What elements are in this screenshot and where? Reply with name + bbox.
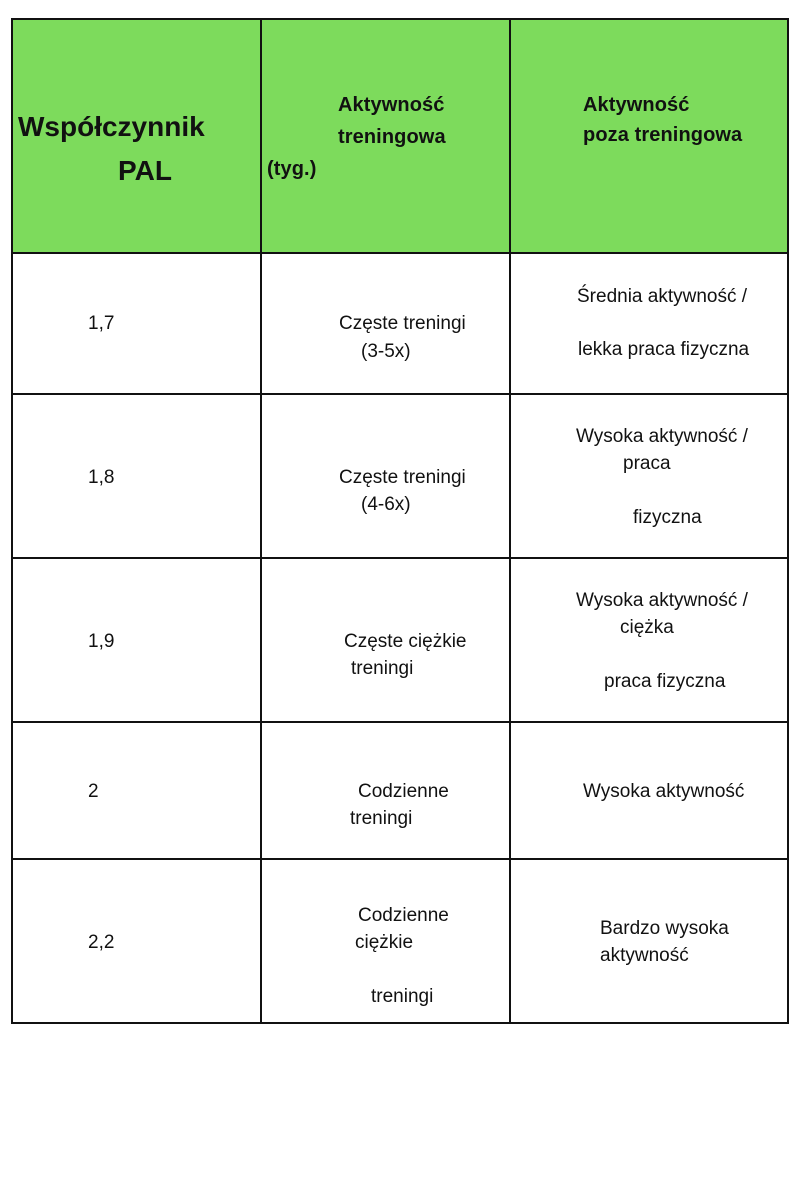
- table-row-3-non-training: [509, 557, 789, 723]
- non-training-line-2: lekka praca fizyczna: [578, 339, 750, 360]
- table-row-3-training: [260, 557, 511, 723]
- non-training-line-2: aktywność: [600, 945, 689, 966]
- non-training-line-2: praca: [623, 453, 671, 474]
- non-training-line-1: Bardzo wysoka: [600, 918, 729, 939]
- training-line-1: Częste ciężkie: [344, 631, 467, 652]
- table-row-2-non-training: [509, 393, 789, 559]
- table-row-4-non-training: [509, 721, 789, 860]
- training-line-2: treningi: [350, 808, 413, 829]
- header-nontraining-line-2: poza treningowa: [583, 124, 743, 146]
- pal-value: 2: [88, 781, 99, 802]
- table-row-1-pal: [11, 252, 262, 395]
- non-training-line-1: Średnia aktywność /: [577, 286, 748, 307]
- header-cell-training-activity: [260, 18, 511, 254]
- header-cell-pal: [11, 18, 262, 254]
- pal-value: 1,7: [88, 313, 115, 334]
- header-pal-line-1: Współczynnik: [18, 111, 205, 142]
- training-line-2: (4-6x): [361, 494, 411, 515]
- table-row-4-pal: [11, 721, 262, 860]
- table-row-4-training: [260, 721, 511, 860]
- table-row-1-training: [260, 252, 511, 395]
- table-row-5-training: [260, 858, 511, 1024]
- non-training-line-3: fizyczna: [633, 507, 702, 528]
- table-row-2-pal: [11, 393, 262, 559]
- training-line-2: (3-5x): [361, 341, 411, 362]
- training-line-2: treningi: [351, 658, 414, 679]
- training-line-3: treningi: [371, 986, 434, 1007]
- non-training-line-3: praca fizyczna: [604, 671, 726, 692]
- training-line-1: Codzienne: [358, 905, 449, 926]
- table-row-2-training: [260, 393, 511, 559]
- pal-activity-table: [11, 18, 789, 1024]
- header-nontraining-line-1: Aktywność: [583, 94, 690, 116]
- header-pal-line-2: PAL: [118, 155, 172, 186]
- training-line-1: Codzienne: [358, 781, 449, 802]
- pal-value: 1,8: [88, 467, 115, 488]
- table-row-1-non-training: [509, 252, 789, 395]
- non-training-line-1: Wysoka aktywność /: [576, 426, 748, 447]
- non-training-line-1: Wysoka aktywność: [583, 781, 745, 802]
- table-row-5-non-training: [509, 858, 789, 1024]
- header-training-line-2: treningowa: [338, 126, 446, 148]
- training-line-2: ciężkie: [355, 932, 414, 953]
- header-training-line-1: Aktywność: [338, 94, 445, 116]
- training-line-1: Częste treningi: [339, 467, 466, 488]
- non-training-line-2: ciężka: [620, 617, 674, 638]
- header-training-line-3: (tyg.): [267, 158, 317, 180]
- table-row-3-pal: [11, 557, 262, 723]
- pal-value: 1,9: [88, 631, 115, 652]
- training-line-1: Częste treningi: [339, 313, 466, 334]
- table-row-5-pal: [11, 858, 262, 1024]
- non-training-line-1: Wysoka aktywność /: [576, 590, 748, 611]
- header-cell-non-training-activity: [509, 18, 789, 254]
- pal-value: 2,2: [88, 932, 115, 953]
